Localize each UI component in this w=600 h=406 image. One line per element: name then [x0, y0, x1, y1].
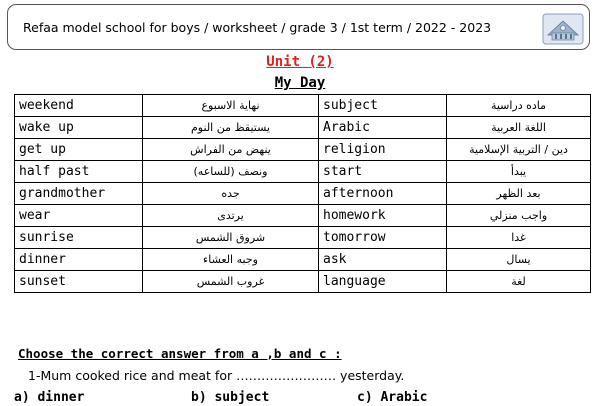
english-word: wake up — [15, 117, 143, 139]
table-row — [15, 117, 591, 139]
unit-title: Unit (2) — [266, 54, 334, 70]
arabic-meaning: واجب منزلي — [447, 205, 591, 227]
header-text: Refaa model school for boys / worksheet / grade 3 / 1st term / 2022 - 2023 — [23, 20, 492, 35]
english-word: half past — [15, 161, 143, 183]
english-word: sunrise — [15, 227, 143, 249]
question-1: 1-Mum cooked rice and meat for …………………… yesterday. — [28, 368, 405, 383]
english-word: weekend — [15, 95, 143, 117]
english-word: language — [319, 271, 447, 293]
table-row — [15, 249, 591, 271]
arabic-meaning: غروب الشمس — [143, 271, 319, 293]
english-word: get up — [15, 139, 143, 161]
arabic-meaning: يرتدى — [143, 205, 319, 227]
table-row — [15, 227, 591, 249]
vocabulary-table — [14, 94, 591, 293]
arabic-meaning: لغة — [447, 271, 591, 293]
school-logo-icon — [542, 13, 584, 45]
english-word: Arabic — [319, 117, 447, 139]
english-word: grandmother — [15, 183, 143, 205]
arabic-meaning: جده — [143, 183, 319, 205]
table-row — [15, 161, 591, 183]
arabic-meaning: ونصف (للساعه) — [143, 161, 319, 183]
english-word: sunset — [15, 271, 143, 293]
table-row — [15, 205, 591, 227]
arabic-meaning: يسال — [447, 249, 591, 271]
arabic-meaning: نهاية الاسبوع — [143, 95, 319, 117]
option-b[interactable]: b) subject — [191, 390, 270, 405]
table-row — [15, 139, 591, 161]
arabic-meaning: غدا — [447, 227, 591, 249]
arabic-meaning: يبدأ — [447, 161, 591, 183]
table-row — [15, 183, 591, 205]
arabic-meaning: ماده دراسية — [447, 95, 591, 117]
header-box — [7, 4, 590, 50]
english-word: tomorrow — [319, 227, 447, 249]
english-word: ask — [319, 249, 447, 271]
arabic-meaning: دين / التربية الإسلامية — [447, 139, 591, 161]
arabic-meaning: وجبه العشاء — [143, 249, 319, 271]
arabic-meaning: اللغة العربية — [447, 117, 591, 139]
english-word: homework — [319, 205, 447, 227]
english-word: religion — [319, 139, 447, 161]
arabic-meaning: بعد الظهر — [447, 183, 591, 205]
option-c[interactable]: c) Arabic — [357, 390, 428, 405]
unit-subtitle: My Day — [274, 75, 326, 91]
instruction-heading: Choose the correct answer from a ,b and c : — [18, 346, 342, 361]
option-a[interactable]: a) dinner — [14, 390, 85, 405]
english-word: wear — [15, 205, 143, 227]
english-word: afternoon — [319, 183, 447, 205]
english-word: dinner — [15, 249, 143, 271]
arabic-meaning: ينهض من الفراش — [143, 139, 319, 161]
arabic-meaning: شروق الشمس — [143, 227, 319, 249]
english-word: start — [319, 161, 447, 183]
arabic-meaning: يستيقظ من النوم — [143, 117, 319, 139]
english-word: subject — [319, 95, 447, 117]
table-row — [15, 95, 591, 117]
table-row — [15, 271, 591, 293]
